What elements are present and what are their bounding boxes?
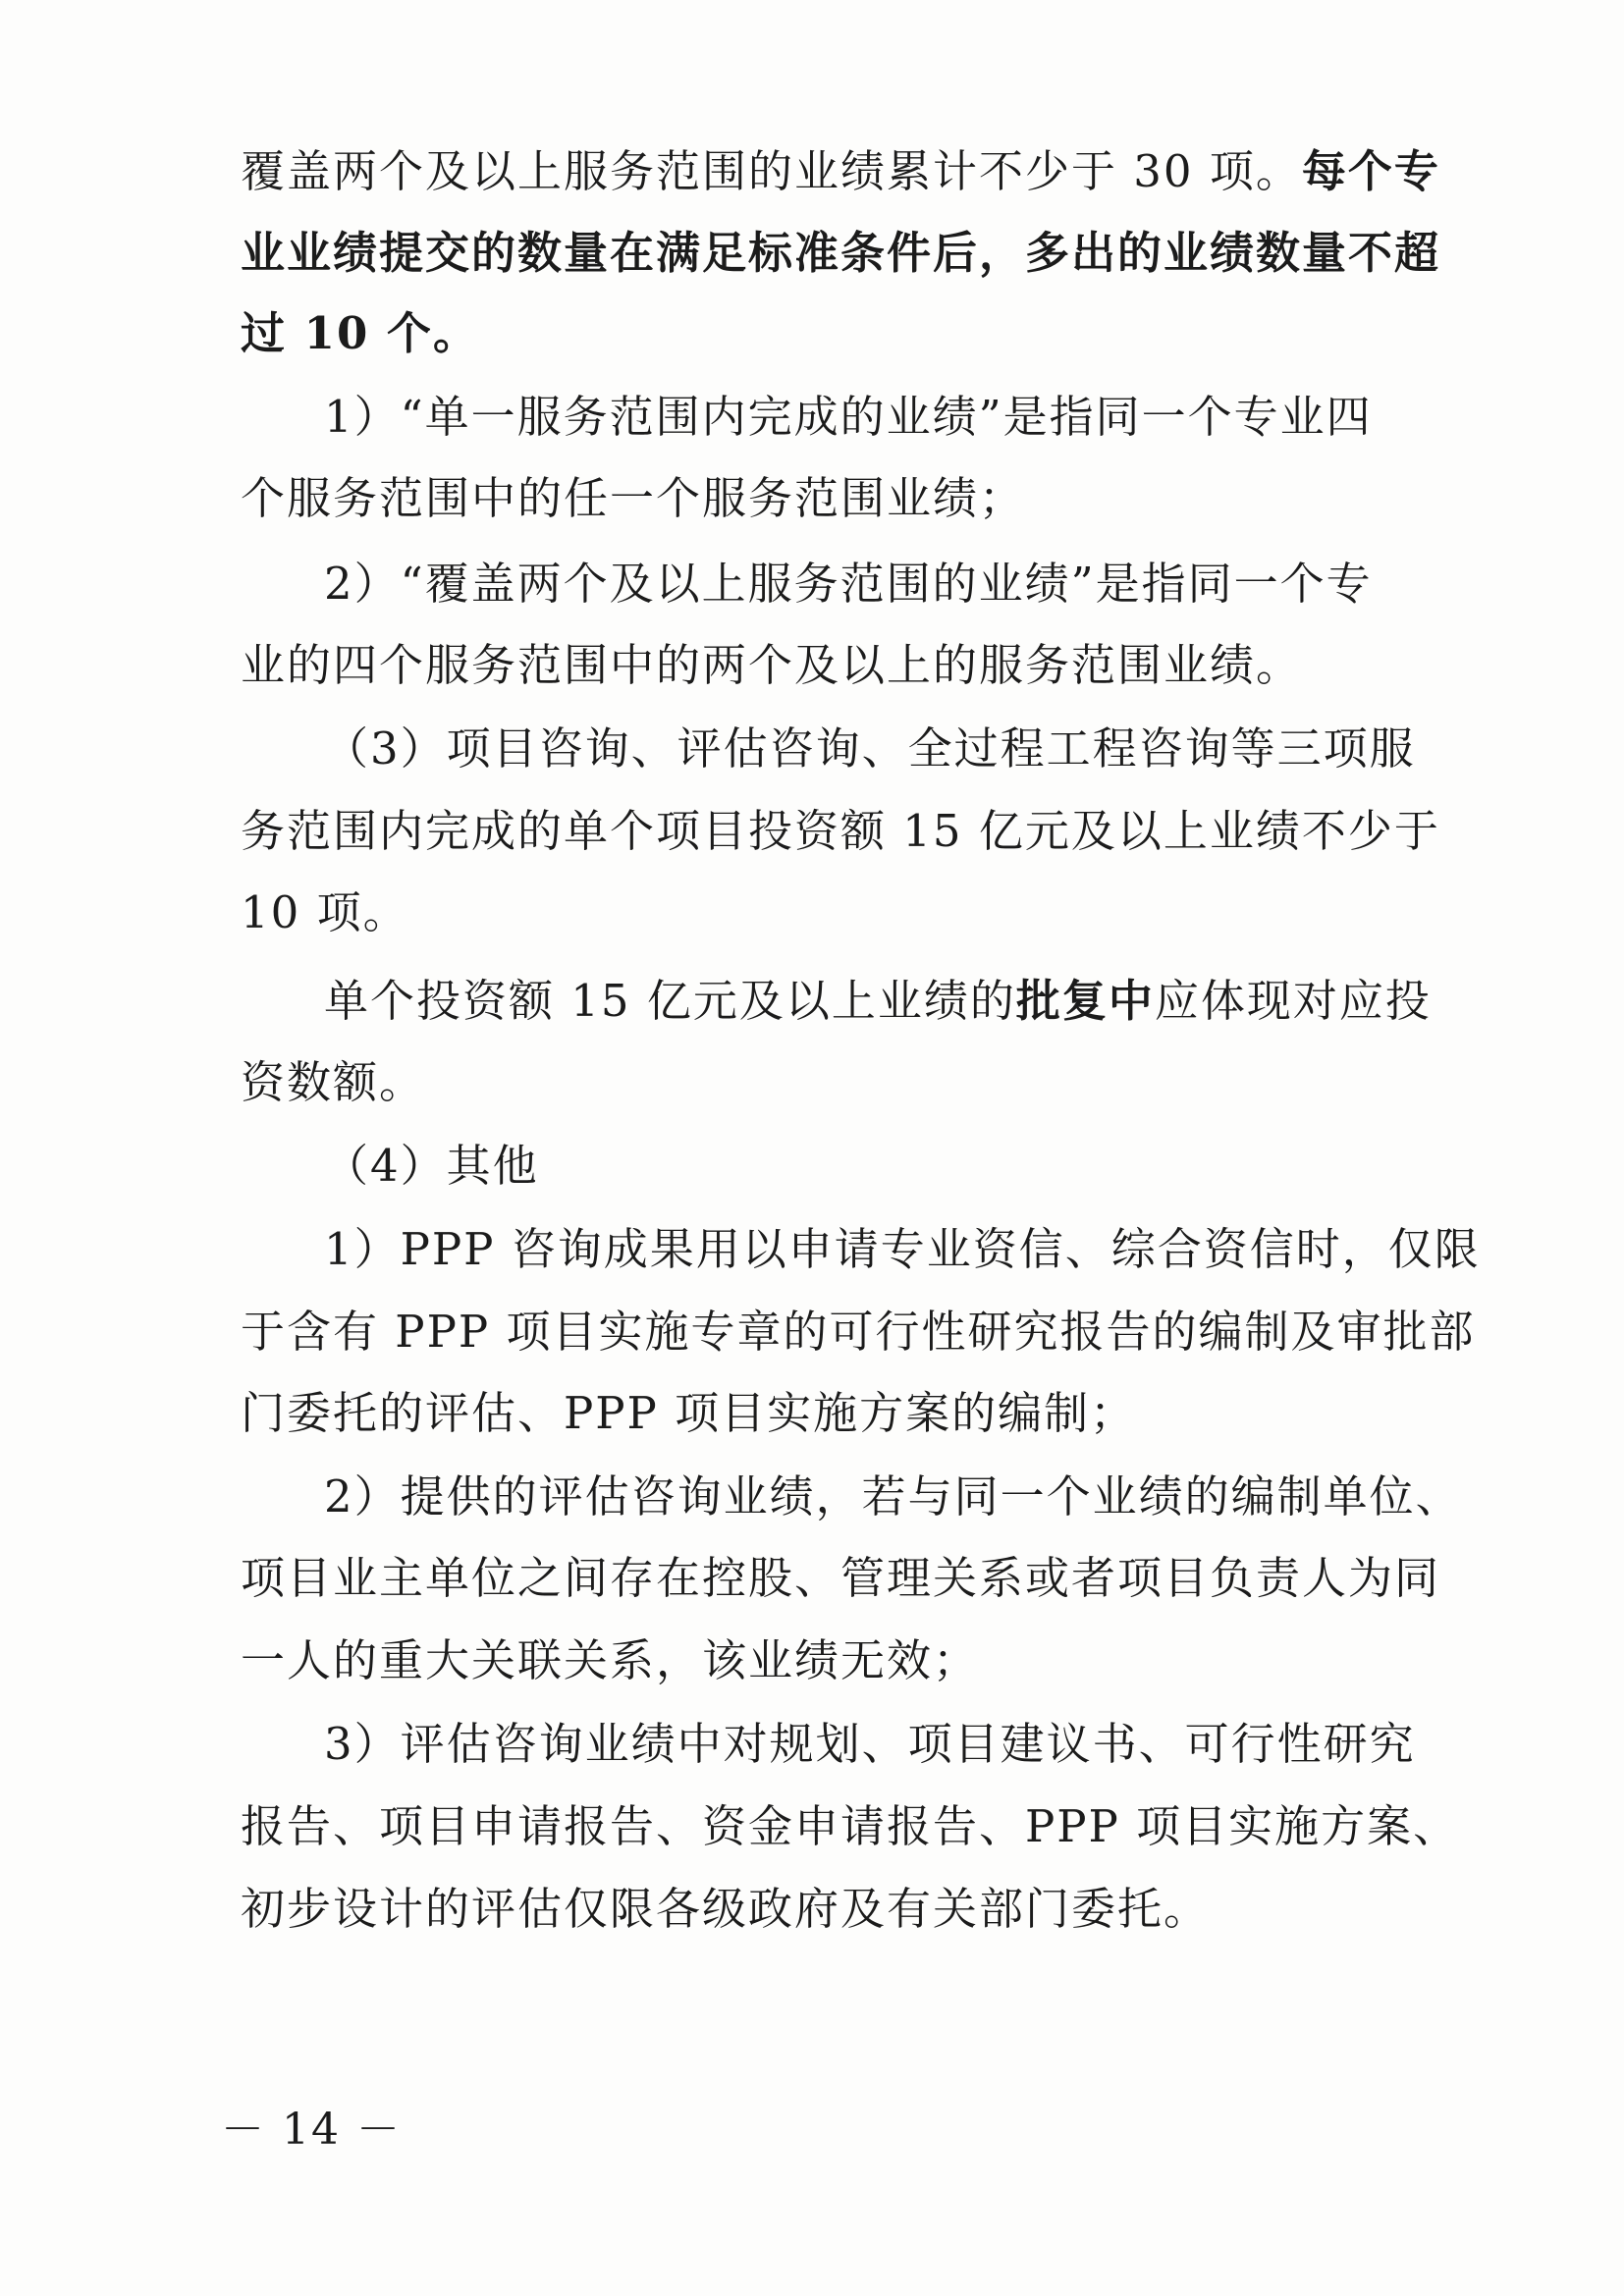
paragraph-line — [241, 879, 1389, 947]
text-run: 于含有 PPP 项目实施专章的可行性研究报告的编制及审批部 — [241, 1306, 1476, 1358]
paragraph-line — [241, 1298, 1476, 1366]
paragraph-line — [324, 1463, 1462, 1531]
text-run: 3）评估咨询业绩中对规划、项目建议书、可行性研究 — [324, 1718, 1416, 1770]
page-number: － 14 － — [221, 2105, 402, 2155]
paragraph-line — [324, 967, 1432, 1036]
paragraph-line — [241, 1048, 1389, 1117]
paragraph-line — [324, 1710, 1416, 1779]
paragraph-line — [241, 464, 1389, 533]
text-run: 门委托的评估、PPP 项目实施方案的编制； — [241, 1387, 1137, 1439]
paragraph-line — [241, 1875, 1389, 1944]
paragraph-line — [241, 137, 1440, 206]
text-run: 资数额。 — [241, 1056, 426, 1108]
paragraph-line — [241, 1792, 1460, 1861]
paragraph-line — [324, 715, 1416, 783]
text-run-bold: 业业绩提交的数量在满足标准条件后，多出的业绩数量不超 — [241, 227, 1441, 279]
paragraph-line — [324, 1215, 1481, 1284]
text-run: 2）提供的评估咨询业绩，若与同一个业绩的编制单位、 — [324, 1470, 1462, 1522]
text-run: （3）项目咨询、评估咨询、全过程工程咨询等三项服 — [324, 722, 1416, 774]
paragraph-line — [324, 1132, 1389, 1201]
paragraph-line — [241, 219, 1441, 288]
text-run: 10 项。 — [241, 886, 409, 938]
text-run: 应体现对应投 — [1154, 975, 1432, 1027]
text-run: 1）PPP 咨询成果用以申请专业资信、综合资信时，仅限 — [324, 1223, 1481, 1275]
text-run: 一人的重大关联关系，该业绩无效； — [241, 1634, 980, 1686]
paragraph-line — [324, 383, 1389, 452]
paragraph-line — [324, 550, 1389, 618]
paragraph-line — [241, 1544, 1441, 1613]
text-run: 务范围内完成的单个项目投资额 15 亿元及以上业绩不少于 — [241, 805, 1440, 857]
paragraph-line — [241, 299, 1389, 368]
text-run: 报告、项目申请报告、资金申请报告、PPP 项目实施方案、 — [241, 1800, 1460, 1852]
paragraph-line — [241, 1627, 1389, 1695]
text-run: 项目业主单位之间存在控股、管理关系或者项目负责人为同 — [241, 1552, 1441, 1604]
text-run: （4）其他 — [324, 1140, 539, 1192]
text-run: 覆盖两个及以上服务范围的业绩累计不少于 30 项。 — [241, 145, 1302, 197]
text-run: 1）“单一服务范围内完成的业绩”是指同一个专业四 — [324, 391, 1373, 443]
paragraph-line — [241, 1379, 1389, 1448]
paragraph-line — [241, 631, 1389, 700]
text-run-bold: 每个专 — [1301, 145, 1440, 197]
text-run: 个服务范围中的任一个服务范围业绩； — [241, 472, 1026, 524]
text-run: 初步设计的评估仅限各级政府及有关部门委托。 — [241, 1883, 1211, 1935]
text-run: 单个投资额 15 亿元及以上业绩的 — [324, 975, 1016, 1027]
text-run-bold: 过 10 个。 — [241, 307, 479, 359]
text-run: 业的四个服务范围中的两个及以上的服务范围业绩。 — [241, 639, 1303, 691]
text-run: 2）“覆盖两个及以上服务范围的业绩”是指同一个专 — [324, 558, 1373, 610]
text-run-bold: 批复中 — [1015, 975, 1155, 1027]
paragraph-line — [241, 797, 1440, 866]
